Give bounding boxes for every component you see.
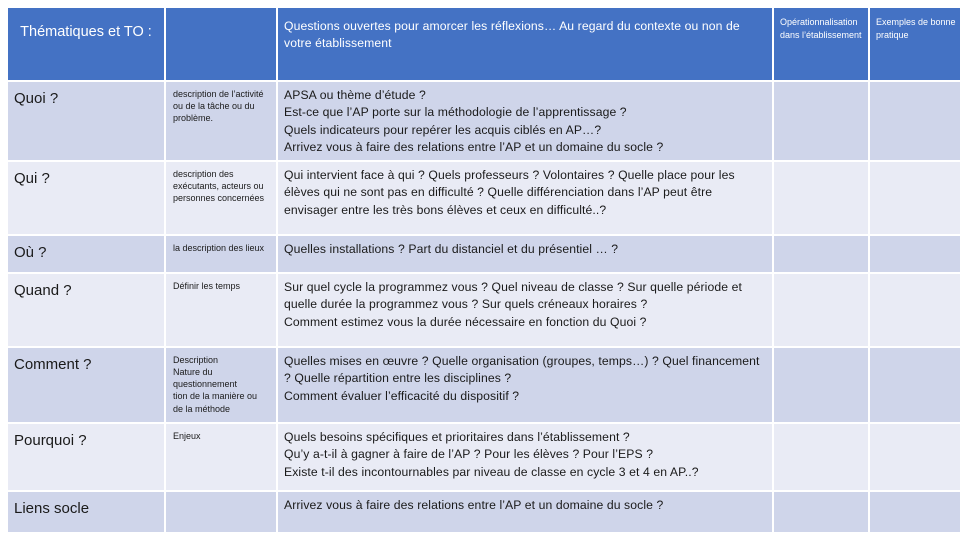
row-pourquoi-questions: Quels besoins spécifiques et prioritaires dans l’établissement ? Qu’y a-t-il à gagner à faire de l’AP ? Pour les élèves ? Pour l’EPS ? Existe t-il des incontournables par niveau de classe en cycle 3 et 4 en AP..? bbox=[278, 424, 772, 490]
row-qui-theme: Qui ? bbox=[8, 162, 164, 234]
row-socle-exemples bbox=[870, 492, 960, 532]
row-ou-theme: Où ? bbox=[8, 236, 164, 272]
row-quoi-operationnalisation bbox=[774, 82, 868, 160]
row-ou-operationnalisation bbox=[774, 236, 868, 272]
header-exemples: Exemples de bonne pratique bbox=[870, 8, 960, 80]
header-description bbox=[166, 8, 276, 80]
row-qui-desc: description des exécutants, acteurs ou personnes concernées bbox=[166, 162, 276, 234]
row-socle-questions: Arrivez vous à faire des relations entre l’AP et un domaine du socle ? bbox=[278, 492, 772, 532]
row-quand-questions: Sur quel cycle la programmez vous ? Quel niveau de classe ? Sur quelle période et quelle durée la programmez vous ? Sur quels créneaux horaires ? Comment estimez vous la durée nécessaire en fonction du Quoi ? bbox=[278, 274, 772, 346]
row-quoi-questions: APSA ou thème d’étude ? Est-ce que l’AP porte sur la méthodologie de l’apprentissage ? Quels indicateurs pour repérer les acquis ciblés en AP…? Arrivez vous à faire des relations entre l’AP et un domaine du socle ? bbox=[278, 82, 772, 160]
row-quand-operationnalisation bbox=[774, 274, 868, 346]
row-socle-operationnalisation bbox=[774, 492, 868, 532]
row-quoi-theme: Quoi ? bbox=[8, 82, 164, 160]
row-quand-exemples bbox=[870, 274, 960, 346]
row-socle-desc bbox=[166, 492, 276, 532]
header-operationnalisation: Opérationnalisation dans l’établissement bbox=[774, 8, 868, 80]
row-ou-exemples bbox=[870, 236, 960, 272]
row-ou-desc: la description des lieux bbox=[166, 236, 276, 272]
row-pourquoi-operationnalisation bbox=[774, 424, 868, 490]
header-themes: Thématiques et TO : bbox=[8, 8, 164, 80]
thematiques-table bbox=[8, 8, 960, 532]
row-ou-questions: Quelles installations ? Part du distanciel et du présentiel … ? bbox=[278, 236, 772, 272]
row-pourquoi-theme: Pourquoi ? bbox=[8, 424, 164, 490]
row-qui-operationnalisation bbox=[774, 162, 868, 234]
row-qui-questions: Qui intervient face à qui ? Quels professeurs ? Volontaires ? Quelle place pour les élèves qui ne sont pas en difficulté ? Quelle différenciation dans l’AP peut être envisager entre les très bons élèves et ceux en difficulté..? bbox=[278, 162, 772, 234]
row-quand-desc: Définir les temps bbox=[166, 274, 276, 346]
header-questions: Questions ouvertes pour amorcer les réflexions… Au regard du contexte ou non de votre établissement bbox=[278, 8, 772, 80]
row-comment-theme: Comment ? bbox=[8, 348, 164, 422]
row-quoi-exemples bbox=[870, 82, 960, 160]
row-pourquoi-desc: Enjeux bbox=[166, 424, 276, 490]
row-quoi-desc: description de l’activité ou de la tâche ou du problème. bbox=[166, 82, 276, 160]
row-comment-desc: Description Nature du questionnement tion de la manière ou de la méthode bbox=[166, 348, 276, 422]
row-comment-exemples bbox=[870, 348, 960, 422]
row-quand-theme: Quand ? bbox=[8, 274, 164, 346]
row-pourquoi-exemples bbox=[870, 424, 960, 490]
row-comment-questions: Quelles mises en œuvre ? Quelle organisation (groupes, temps…) ? Quel financement ? Quelle répartition entre les disciplines ? Comment évaluer l’efficacité du dispositif ? bbox=[278, 348, 772, 422]
row-qui-exemples bbox=[870, 162, 960, 234]
row-socle-theme: Liens socle bbox=[8, 492, 164, 532]
row-comment-operationnalisation bbox=[774, 348, 868, 422]
